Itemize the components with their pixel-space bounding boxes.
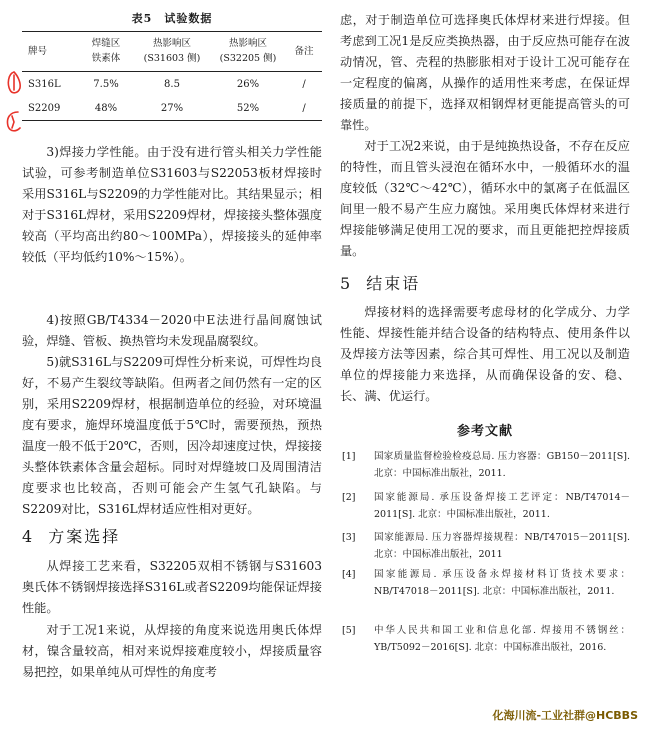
reference-text: 国家质量监督检验检疫总局. 压力容器：GB150－2011[S]. 北京：中国标准出版社，2011.: [374, 451, 630, 479]
section-title: 结束语: [366, 274, 421, 293]
reference-text: 中华人民共和国工业和信息化部. 焊接用不锈钢丝：YB/T5092－2016[S]. 北京：中国标准出版社，2016.: [374, 625, 630, 653]
table-header-row: [22, 32, 322, 72]
cell-haz-s31603: 8.5: [164, 78, 180, 90]
header-remark: 备注: [286, 32, 322, 72]
reference-tag: [2]: [342, 492, 356, 503]
header-grade: 牌号: [22, 32, 78, 72]
reference-text: 国家能源局. 压力容器焊接规程：NB/T47015－2011[S]. 北京：中国标准出版社，2011: [374, 532, 630, 560]
reference-tag: [3]: [342, 532, 356, 543]
section-title: 方案选择: [48, 527, 121, 546]
paragraph-mechanical-properties: 3)焊接力学性能。由于没有进行管头相关力学性能试验，可参考制造单位S31603与S22053板材焊接时采用S316L与S2209的力学性能对比。其结果显示；相对于S316L焊材，采用S2209焊材，焊接接头整体强度较高（平均高出约80～100MPa），焊接接头的延伸率较低（平均低约10%～15%）。: [22, 145, 322, 264]
cell-haz-s32205: 52%: [210, 96, 286, 121]
reference-tag: [4]: [342, 569, 356, 580]
reference-tag: [5]: [342, 625, 356, 636]
paragraph-condition-1-continued: 虑，对于制造单位可选择奥氏体焊材来进行焊接。但考虑到工况1是反应类换热器，由于反应热可能存在波动情况，管、壳程的热膨胀相对于设计工况可能存在一定程度的偏离，从操作的适用性来考虑，在保证焊接质量的前提下，选择双相钢焊材更能提高管头的可靠性。: [340, 13, 630, 132]
cell-haz-s31603: 27%: [134, 96, 210, 121]
section-heading-5: [340, 271, 420, 294]
references-title: 参考文献: [456, 424, 513, 439]
paragraph-conclusion: 焊接材料的选择需要考虑母材的化学成分、力学性能、焊接性能并结合设备的结构特点、使用条件以及焊接方法等因素，综合其可焊性、用工况以及制造单位的焊接能力来选择，从而确保设备的安、稳、长、满、优运行。: [340, 305, 630, 403]
header-haz-s31603: 热影响区 (S31603 侧): [134, 32, 210, 72]
header-weld-ferrite: 焊缝区 铁素体: [78, 32, 134, 72]
cell-weld-ferrite: 7.5%: [93, 78, 119, 90]
reference-tag: [1]: [342, 451, 356, 462]
paragraph-process: 从焊接工艺来看，S32205双相不锈钢与S31603奥氏体不锈钢焊接选择S316L或者S2209均能保证焊接性能。: [22, 559, 322, 615]
reference-text: 国家能源局. 承压设备焊接工艺评定：NB/T47014－2011[S]. 北京：中国标准出版社，2011.: [374, 492, 630, 520]
table-row: [22, 96, 322, 121]
cell-weld-ferrite: 48%: [78, 96, 134, 121]
paragraph-weldability: 5)就S316L与S2209可焊性分析来说，可焊性均良好，不易产生裂纹等缺陷。但两者之间仍然有一定的区别，采用S2209焊材，根据制造单位的经验，对环境温度有要求，施焊环境温度低于5℃时，需要预热，预热温度一般不低于20℃，否则，因冷却速度过快，焊接接头整体铁素体含量会超标。同时对焊缝坡口及周围清洁度要求也比较高，否则可能会产生氢气孔缺陷。与S2209对比，S316L焊材适应性相对更好。: [22, 355, 322, 516]
reference-item: [340, 566, 630, 600]
header-haz-s32205: 热影响区 (S32205 侧): [210, 32, 286, 72]
watermark-text: 化海川流-工业社群@HCBBS: [492, 709, 638, 722]
paragraph-corrosion-test: 4)按照GB/T4334－2020中E法进行晶间腐蚀试验，焊缝、管板、换热管均未发现晶腐裂纹。: [22, 313, 322, 348]
cell-haz-s32205: 26%: [236, 78, 260, 90]
test-data-table: [22, 31, 322, 121]
reference-item: [340, 529, 630, 563]
section-number: 5: [340, 274, 353, 293]
reference-item: [340, 489, 630, 523]
paragraph-condition-2: 对于工况2来说，由于是纯换热设备，不存在反应的特性，而且管头浸泡在循环水中，一般循环水的温度较低（32℃～42℃），循环水中的氯离子在低温区间里一般不易产生应力腐蚀。采用奥氏体焊材来进行焊接能够满足使用工况的要求，而且更能把控焊接质量。: [340, 139, 630, 258]
paragraph-condition-1: 对于工况1来说，从焊接的角度来说选用奥氏体焊材，镍含量较高，相对来说焊接难度较小，焊接质量容易把控，如果单纯从可焊性的角度考: [22, 623, 322, 679]
section-heading-4: [22, 524, 120, 547]
reference-item: [340, 622, 630, 656]
reference-text: 国家能源局. 承压设备永焊接材料订货技术要求：NB/T47018－2011[S]. 北京：中国标准出版社，2011.: [374, 569, 630, 597]
handwritten-annotation-marks: [0, 66, 30, 142]
section-number: 4: [22, 527, 35, 546]
cell-grade: S2209: [22, 96, 78, 121]
cell-remark: /: [302, 78, 306, 90]
cell-remark: /: [286, 96, 322, 121]
cell-grade: S316L: [28, 78, 61, 90]
reference-item: [340, 448, 630, 482]
table-title: 表5 试验数据: [131, 12, 213, 25]
table-row: [22, 72, 322, 97]
